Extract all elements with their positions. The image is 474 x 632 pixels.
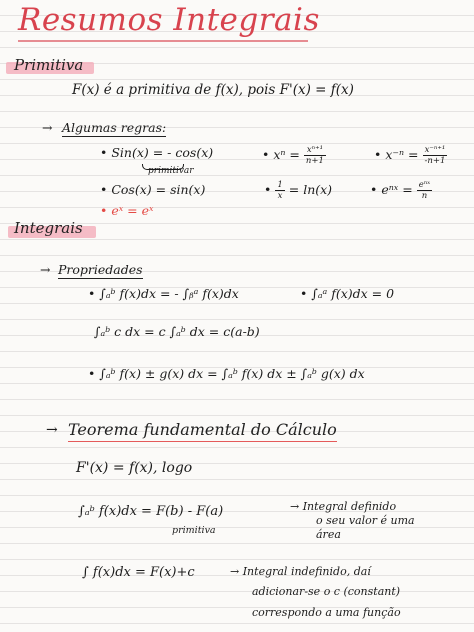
heading-primitiva: Primitiva [14, 56, 84, 74]
rule-power [262, 145, 326, 166]
rule-negpower-num: x⁻ⁿ⁺¹ [423, 145, 448, 156]
rule-expn-den: n [421, 191, 428, 201]
rule-sin: • Sin(x) = - cos(x) [100, 145, 214, 160]
heading-propriedades: Propriedades [58, 262, 143, 277]
indefinite-desc-1: → Integral indefinido, daí [230, 565, 371, 578]
integral-definite-note: primitiva [172, 525, 216, 536]
rule-recip-den: x [277, 191, 283, 201]
page-title: Resumos Integrais [18, 2, 320, 38]
rule-power-num: xⁿ⁺¹ [304, 145, 326, 156]
arrow-icon: → [46, 422, 58, 438]
rule-negpower-lhs: • x⁻ⁿ = [374, 147, 419, 162]
heading-regras: Algumas regras: [62, 120, 167, 135]
rule-recip-num: 1 [277, 180, 283, 190]
indefinite-desc-2: adicionar-se o c (constant) [252, 585, 401, 598]
definite-desc-1: → Integral definido [290, 500, 397, 513]
property-reverse-limits: • ∫ₐᵇ f(x)dx = - ∫ᵦᵃ f(x)dx [88, 286, 239, 301]
heading-integrais: Integrais [14, 219, 83, 237]
definite-desc-3: área [316, 528, 341, 541]
property-constant: ∫ₐᵇ c dx = c ∫ₐᵇ dx = c(a-b) [94, 324, 260, 339]
integral-definite: ∫ₐᵇ f(x)dx = F(b) - F(a) [78, 504, 224, 519]
rule-negpower-fraction [423, 145, 448, 166]
rule-recip [264, 180, 332, 201]
rule-expn-fraction [417, 180, 433, 201]
primitiva-definition: F(x) é a primitiva de f(x), pois F'(x) = f(x) [72, 82, 354, 98]
rule-power-den: n+1 [305, 156, 324, 166]
property-same-limits: • ∫ₐᵃ f(x)dx = 0 [300, 286, 395, 301]
arrow-icon: → [40, 262, 51, 277]
heading-teorema: Teorema fundamental do Cálculo [68, 420, 337, 442]
rule-cos: • Cos(x) = sin(x) [100, 182, 206, 197]
rule-expn-num: eⁿˣ [418, 180, 431, 190]
indefinite-desc-3: correspondo a uma função [252, 606, 401, 619]
rule-power-fraction [304, 145, 326, 166]
rule-expn-lhs: • eⁿˣ = [370, 182, 413, 197]
rule-power-lhs: • xⁿ = [262, 147, 300, 162]
rule-recip-rhs: = ln(x) [288, 182, 333, 197]
property-sum: • ∫ₐᵇ f(x) ± g(x) dx = ∫ₐᵇ f(x) dx ± ∫ₐᵇ g(x) dx [88, 366, 365, 381]
rule-exp: • eˣ = eˣ [100, 203, 154, 218]
rule-sin-note: primitivar [148, 166, 194, 176]
rule-negpower [374, 145, 447, 166]
rule-recip-lhs: • [264, 182, 272, 197]
arrow-icon: → [42, 120, 53, 135]
title-underline [18, 40, 308, 42]
rule-expn [370, 180, 432, 201]
teorema-line1: F'(x) = f(x), logo [76, 460, 193, 476]
integral-indefinite: ∫ f(x)dx = F(x)+c [82, 565, 195, 580]
rule-negpower-den: -n+1 [424, 156, 446, 166]
rule-recip-fraction [275, 180, 284, 201]
definite-desc-2: o seu valor é uma [316, 514, 415, 527]
